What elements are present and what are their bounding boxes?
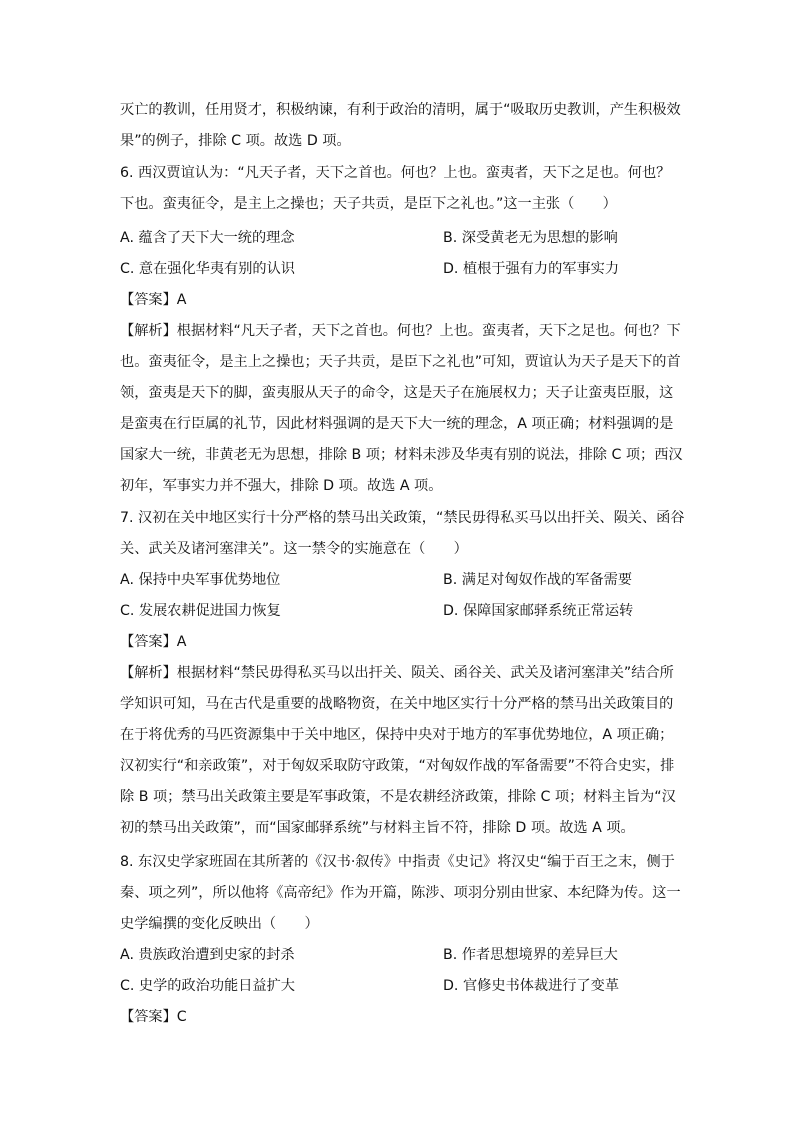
q7-analysis-line-3: 在于将优秀的马匹资源集中于关中地区，保持中央对于地方的军事优势地位，A 项正确； xyxy=(120,727,674,743)
q8-option-b: B. 作者思想境界的差异巨大 xyxy=(443,947,618,963)
q7-answer: 【答案】A xyxy=(120,634,187,650)
q7-option-c: C. 发展农耕促进国力恢复 xyxy=(120,603,281,619)
q8-option-a: A. 贵族政治遭到史家的封杀 xyxy=(120,947,295,963)
q7-stem-line-2: 关、武关及诸河塞津关”。这一禁令的实施意在（ ） xyxy=(120,541,468,557)
q6-analysis-line-6: 初年，军事实力并不强大，排除 D 项。故选 A 项。 xyxy=(120,478,443,494)
q6-analysis-line-1: 【解析】根据材料“凡天子者，天下之首也。何也？上也。蛮夷者，天下之足也。何也？下 xyxy=(120,323,681,339)
q8-stem-line-3: 史学编撰的变化反映出（ ） xyxy=(120,916,319,932)
q6-stem-line-2: 下也。蛮夷征令，是主上之操也；天子共贡，是臣下之礼也。”这一主张（ ） xyxy=(120,196,617,212)
intro-line-1: 灭亡的教训，任用贤才，积极纳谏，有利于政治的清明，属于“吸取历史教训，产生积极效 xyxy=(120,102,681,118)
q6-option-c: C. 意在强化华夷有别的认识 xyxy=(120,261,295,277)
q6-analysis-line-5: 国家大一统，非黄老无为思想，排除 B 项；材料未涉及华夷有别的说法，排除 C 项；西汉 xyxy=(120,447,683,463)
q8-option-c: C. 史学的政治功能日益扩大 xyxy=(120,978,295,994)
q7-option-a: A. 保持中央军事优势地位 xyxy=(120,572,281,588)
q8-answer: 【答案】C xyxy=(120,1009,187,1025)
q7-analysis-line-4: 汉初实行“和亲政策”，对于匈奴采取防守政策，“对匈奴作战的军备需要”不符合史实，排 xyxy=(120,758,675,774)
q8-option-d: D. 官修史书体裁进行了变革 xyxy=(443,978,620,994)
q6-analysis-line-2: 也。蛮夷征令，是主上之操也；天子共贡，是臣下之礼也”可知，贾谊认为天子是天下的首 xyxy=(120,354,681,370)
q6-analysis-line-4: 是蛮夷在行臣属的礼节，因此材料强调的是天下大一统的理念，A 项正确；材料强调的是 xyxy=(120,416,674,432)
q8-stem-line-1: 8. 东汉史学家班固在其所著的《汉书·叙传》中指责《史记》将汉史“编于百王之末，侧于 xyxy=(120,854,675,870)
q6-option-b: B. 深受黄老无为思想的影响 xyxy=(443,230,618,246)
q6-answer: 【答案】A xyxy=(120,292,187,308)
q7-analysis-line-5: 除 B 项；禁马出关政策主要是军事政策，不是农耕经济政策，排除 C 项；材料主旨为“汉 xyxy=(120,789,676,805)
q7-analysis-line-2: 学知识可知，马在古代是重要的战略物资，在关中地区实行十分严格的禁马出关政策目的 xyxy=(120,696,674,712)
q7-analysis-line-1: 【解析】根据材料“禁民毋得私买马以出扞关、陨关、函谷关、武关及诸河塞津关”结合所 xyxy=(120,665,674,681)
q7-analysis-line-6: 初的禁马出关政策”，而“国家邮驿系统”与材料主旨不符，排除 D 项。故选 A 项。 xyxy=(120,820,635,836)
q8-stem-line-2: 秦、项之列”，所以他将《高帝纪》作为开篇，陈涉、项羽分别由世家、本纪降为传。这一 xyxy=(120,885,681,901)
q6-stem-line-1: 6. 西汉贾谊认为：“凡天子者，天下之首也。何也？上也。蛮夷者，天下之足也。何也？ xyxy=(120,165,671,181)
q6-option-a: A. 蕴含了天下大一统的理念 xyxy=(120,230,295,246)
q7-option-d: D. 保障国家邮驿系统正常运转 xyxy=(443,603,634,619)
intro-line-2: 果”的例子，排除 C 项。故选 D 项。 xyxy=(120,133,351,149)
q6-analysis-line-3: 领，蛮夷是天下的脚，蛮夷服从天子的命令，这是天子在施展权力；天子让蛮夷臣服，这 xyxy=(120,385,674,401)
q6-option-d: D. 植根于强有力的军事实力 xyxy=(443,261,620,277)
q7-option-b: B. 满足对匈奴作战的军备需要 xyxy=(443,572,633,588)
q7-stem-line-1: 7. 汉初在关中地区实行十分严格的禁马出关政策，“禁民毋得私买马以出扞关、陨关、函谷 xyxy=(120,510,685,526)
